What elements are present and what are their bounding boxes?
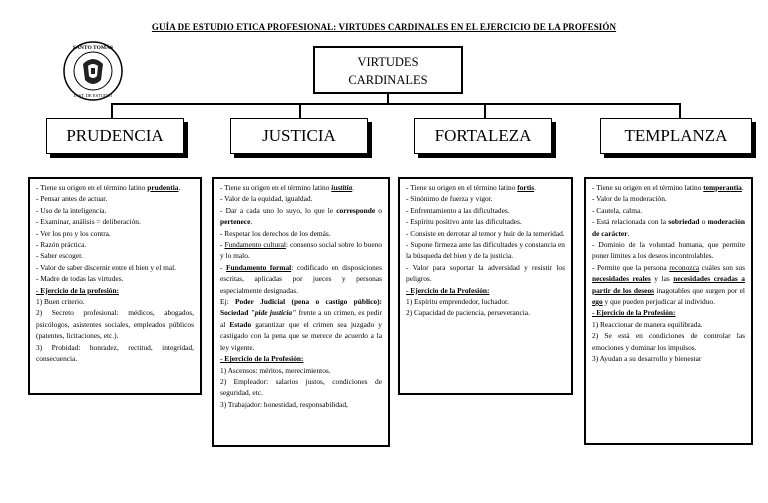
- text-line: 2) Secreto profesional: médicos, abogados, psicólogos, asistentes sociales, empleados públicos (patentes, licitaciones, etc.).: [36, 308, 194, 341]
- svg-text:INST. DE ESTUDIO: INST. DE ESTUDIO: [73, 93, 113, 98]
- connector-justicia: [299, 103, 301, 118]
- text-line: - Dar a cada uno lo suyo, lo que le corresponde o pertenece.: [220, 205, 382, 227]
- text-line: - Valor de saber discernir entre el bien y el mal.: [36, 262, 177, 272]
- text-line: - Sinónimo de fuerza y vigor.: [406, 194, 493, 204]
- section-heading: - Ejercicio de la Profesión:: [220, 354, 304, 364]
- text-line: - Madre de todas las virtudes.: [36, 274, 124, 284]
- text-line: - Cautela, calma.: [592, 205, 643, 215]
- text-line: - Tiene su origen en el término latino fortis.: [406, 183, 536, 192]
- text-line: - Tiene su origen en el término latino iustitia.: [220, 183, 355, 192]
- text-line: - Respetar los derechos de los demás.: [220, 228, 331, 238]
- content-prudencia: [28, 177, 202, 395]
- text-line: - Uso de la inteligencia.: [36, 205, 107, 215]
- category-prudencia: PRUDENCIA: [46, 118, 184, 154]
- text-line: - Permite que la persona reconozca cuáles son sus necesidades reales y las necesidades creadas a partir de los deseos inagotables que surgen por el ego y que pueden perjudicar al individuo.: [592, 262, 745, 307]
- text-line: - Fundamento cultural: consenso social sobre lo bueno y lo malo.: [220, 240, 382, 261]
- main-line-1: VIRTUDES: [357, 55, 419, 69]
- text-line: - Tiene su origen en el término latino temperantia.: [592, 183, 744, 192]
- text-line: Ej: Poder Judicial (pena o castigo público): Sociedad "pide justicia" frente a un crimen, es pedir al Estado garantizar que el crimen sea juzgado y castigado con la pena que se merece de acuerdo a la ley vigente.: [220, 297, 382, 352]
- text-line: - Valor de la moderación.: [592, 194, 667, 204]
- text-line: - Fundamento formal: codificado en disposiciones escritas, aplicadas por jueces y personas especialmente designadas.: [220, 262, 383, 295]
- text-line: 1) Espíritu emprendedor, luchador.: [406, 297, 509, 307]
- text-line: - Consiste en derrotar al temor y huir de la temeridad.: [406, 228, 565, 238]
- connector-horizontal: [111, 103, 680, 105]
- section-heading: - Ejercicio de la profesión:: [36, 285, 120, 295]
- text-line: 3) Probidad: honradez, rectitud, integridad, consecuencia.: [36, 342, 194, 364]
- content-templanza: [584, 177, 753, 445]
- text-line: - Tiene su origen en el término latino prudentia.: [36, 183, 181, 192]
- main-concept-box: [313, 46, 463, 94]
- section-heading: - Ejercicio de la Profesión:: [592, 308, 676, 318]
- seal-logo: [62, 40, 124, 102]
- text-line: - Espíritu positivo ante las dificultades.: [406, 217, 522, 227]
- category-justicia: JUSTICIA: [230, 118, 368, 154]
- text-line: - Examinar, análisis = deliberación.: [36, 217, 141, 227]
- text-line: - Valor para soportar la adversidad y resistir los peligros.: [406, 262, 565, 284]
- text-line: - Supone firmeza ante las dificultades y constancia en la búsqueda del bien y de la justicia.: [406, 240, 565, 261]
- text-line: 2) Empleador: salarios justos, condiciones de seguridad, etc.: [220, 376, 382, 398]
- text-line: 1) Ascensos: méritos, merecimientos.: [220, 365, 331, 375]
- text-line: - Razón práctica.: [36, 240, 87, 250]
- text-line: 2) Capacidad de paciencia, perseverancia.: [406, 308, 530, 318]
- text-line: 1) Reaccionar de manera equilibrada.: [592, 319, 703, 329]
- main-line-2: CARDINALES: [348, 73, 428, 87]
- svg-text:SANTO TOMÁS: SANTO TOMÁS: [72, 45, 114, 51]
- connector-fortaleza: [484, 103, 486, 118]
- page-title: GUÍA DE ESTUDIO ETICA PROFESIONAL: VIRTUDES CARDINALES EN EL EJERCICIO DE LA PROFESIÓN: [151, 22, 617, 32]
- text-line: 2) Se está en condiciones de controlar las emociones y dominar los impulsos.: [592, 331, 745, 352]
- connector-templanza: [679, 103, 681, 118]
- category-fortaleza: FORTALEZA: [414, 118, 552, 154]
- content-fortaleza: [398, 177, 573, 395]
- text-line: - Saber escoger.: [36, 251, 83, 261]
- text-line: - Enfrentamiento a las dificultades.: [406, 205, 510, 215]
- text-line: 1) Buen criterio.: [36, 297, 85, 307]
- text-line: - Pensar antes de actuar.: [36, 194, 108, 204]
- text-line: - Está relacionada con la sobriedad o moderación de carácter.: [592, 217, 746, 238]
- text-line: 3) Ayudan a su desarrollo y bienestar: [592, 354, 702, 364]
- category-templanza: TEMPLANZA: [600, 118, 752, 154]
- section-heading: - Ejercicio de la Profesión:: [406, 285, 490, 295]
- content-justicia: [212, 177, 390, 447]
- text-line: - Ver los pro y los contra.: [36, 228, 111, 238]
- text-line: - Valor de la equidad, igualdad.: [220, 194, 313, 204]
- connector-prudencia: [111, 103, 113, 118]
- text-line: 3) Trabajador: honestidad, responsabilidad,: [220, 399, 348, 409]
- text-line: - Dominio de la voluntad humana, que permite poner límites a los deseos incontrolables.: [592, 240, 745, 261]
